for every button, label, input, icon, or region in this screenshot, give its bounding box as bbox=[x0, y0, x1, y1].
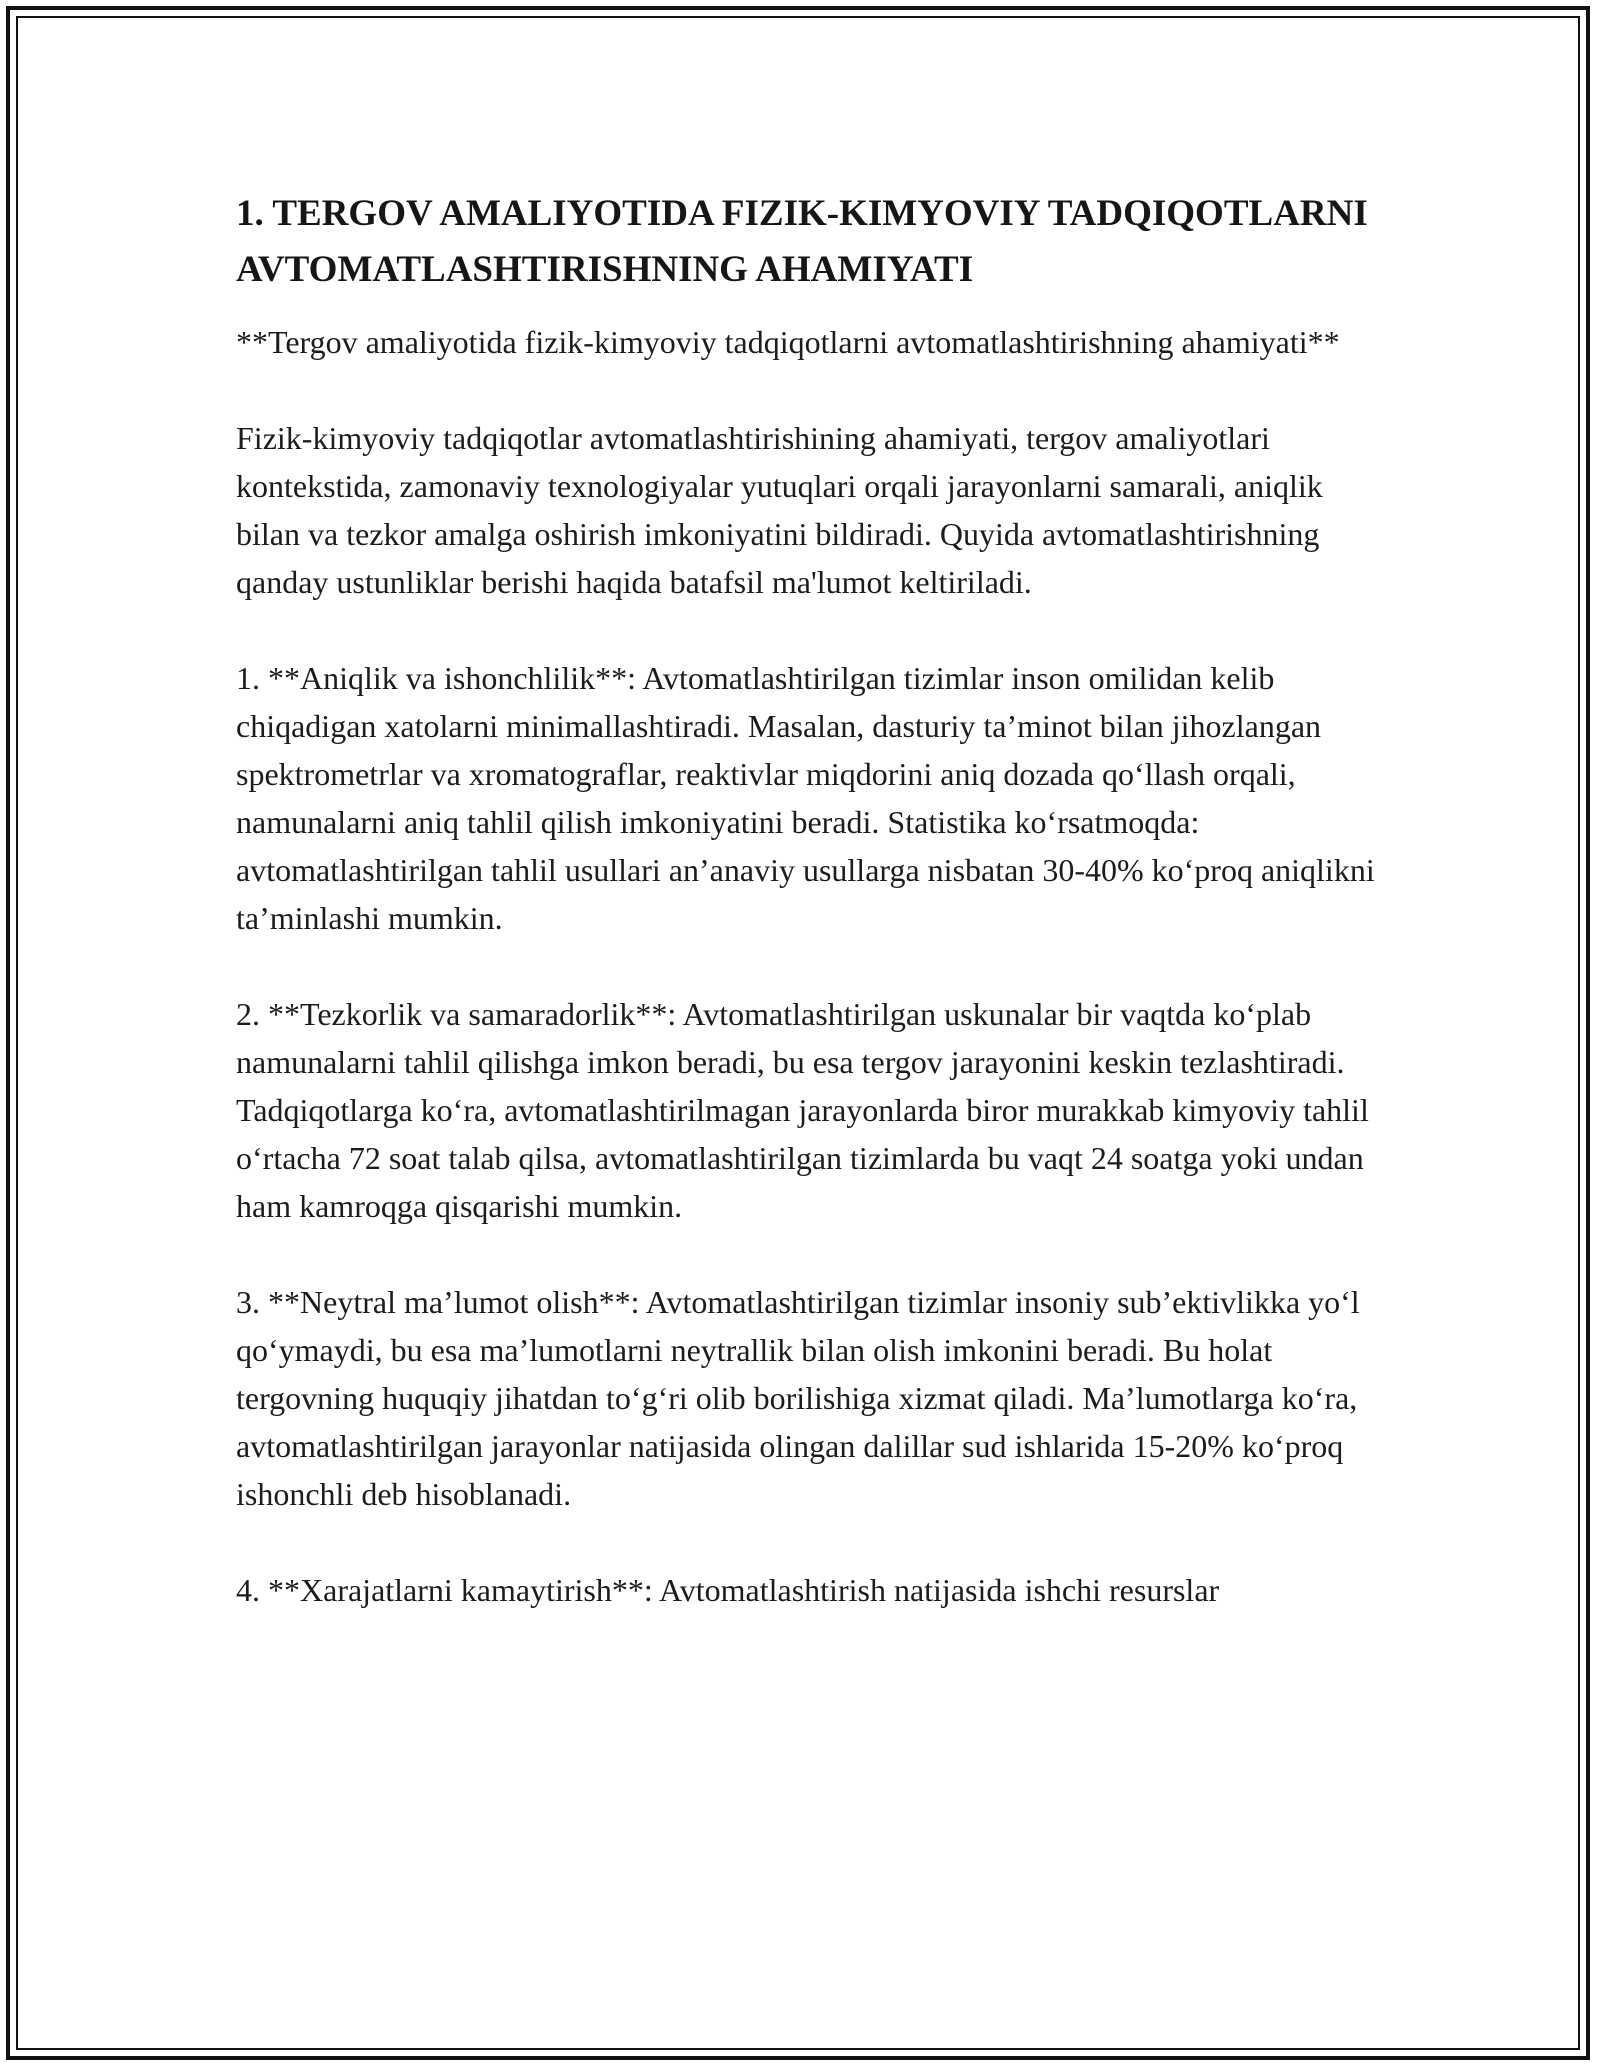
subtitle-paragraph: **Tergov amaliyotida fizik-kimyoviy tadqiqotlarni avtomatlashtirishning ahamiyati** bbox=[236, 324, 1340, 360]
point-3-paragraph: 3. **Neytral ma’lumot olish**: Avtomatlashtirilgan tizimlar insoniy sub’ektivlikka yo‘l qo‘ymaydi, bu esa ma’lumotlarni neytrallik bilan olish imkonini beradi. Bu holat tergovning huquqiy jihatdan to‘g‘ri olib borilishiga xizmat qiladi. Ma’lumotlarga ko‘ra, avtomatlashtirilgan jarayonlar natijasida olingan dalillar sud ishlarida 15-20% ko‘proq ishonchli deb hisoblanadi. bbox=[236, 1284, 1360, 1512]
document-body bbox=[236, 186, 1376, 1614]
point-2-paragraph: 2. **Tezkorlik va samaradorlik**: Avtomatlashtirilgan uskunalar bir vaqtda ko‘plab namunalarni tahlil qilishga imkon beradi, bu esa tergov jarayonini keskin tezlashtiradi. Tadqiqotlarga ko‘ra, avtomatlashtirilmagan jarayonlarda biror murakkab kimyoviy tahlil o‘rtacha 72 soat talab qilsa, avtomatlashtirilgan tizimlarda bu vaqt 24 soatga yoki undan ham kamroqga qisqarishi mumkin. bbox=[236, 996, 1369, 1224]
section-heading: 1. TERGOV AMALIYOTIDA FIZIK-KIMYOVIY TADQIQOTLARNI AVTOMATLASHTIRISHNING AHAMIYATI bbox=[236, 193, 1368, 290]
point-4-paragraph: 4. **Xarajatlarni kamaytirish**: Avtomatlashtirish natijasida ishchi resurslar bbox=[236, 1572, 1220, 1608]
intro-paragraph: Fizik-kimyoviy tadqiqotlar avtomatlashtirishining ahamiyati, tergov amaliyotlari kontekstida, zamonaviy texnologiyalar yutuqlari orqali jarayonlarni samarali, aniqlik bilan va tezkor amalga oshirish imkoniyatini bildiradi. Quyida avtomatlashtirishning qanday ustunliklar berishi haqida batafsil ma'lumot keltiriladi. bbox=[236, 420, 1323, 600]
point-1-paragraph: 1. **Aniqlik va ishonchlilik**: Avtomatlashtirilgan tizimlar inson omilidan kelib chiqadigan xatolarni minimallashtiradi. Masalan, dasturiy ta’minot bilan jihozlangan spektrometrlar va xromatograflar, reaktivlar miqdorini aniq dozada qo‘llash orqali, namunalarni aniq tahlil qilish imkoniyatini beradi. Statistika ko‘rsatmoqda: avtomatlashtirilgan tahlil usullari an’anaviy usullarga nisbatan 30-40% ko‘proq aniqlikni ta’minlashi mumkin. bbox=[236, 660, 1375, 936]
